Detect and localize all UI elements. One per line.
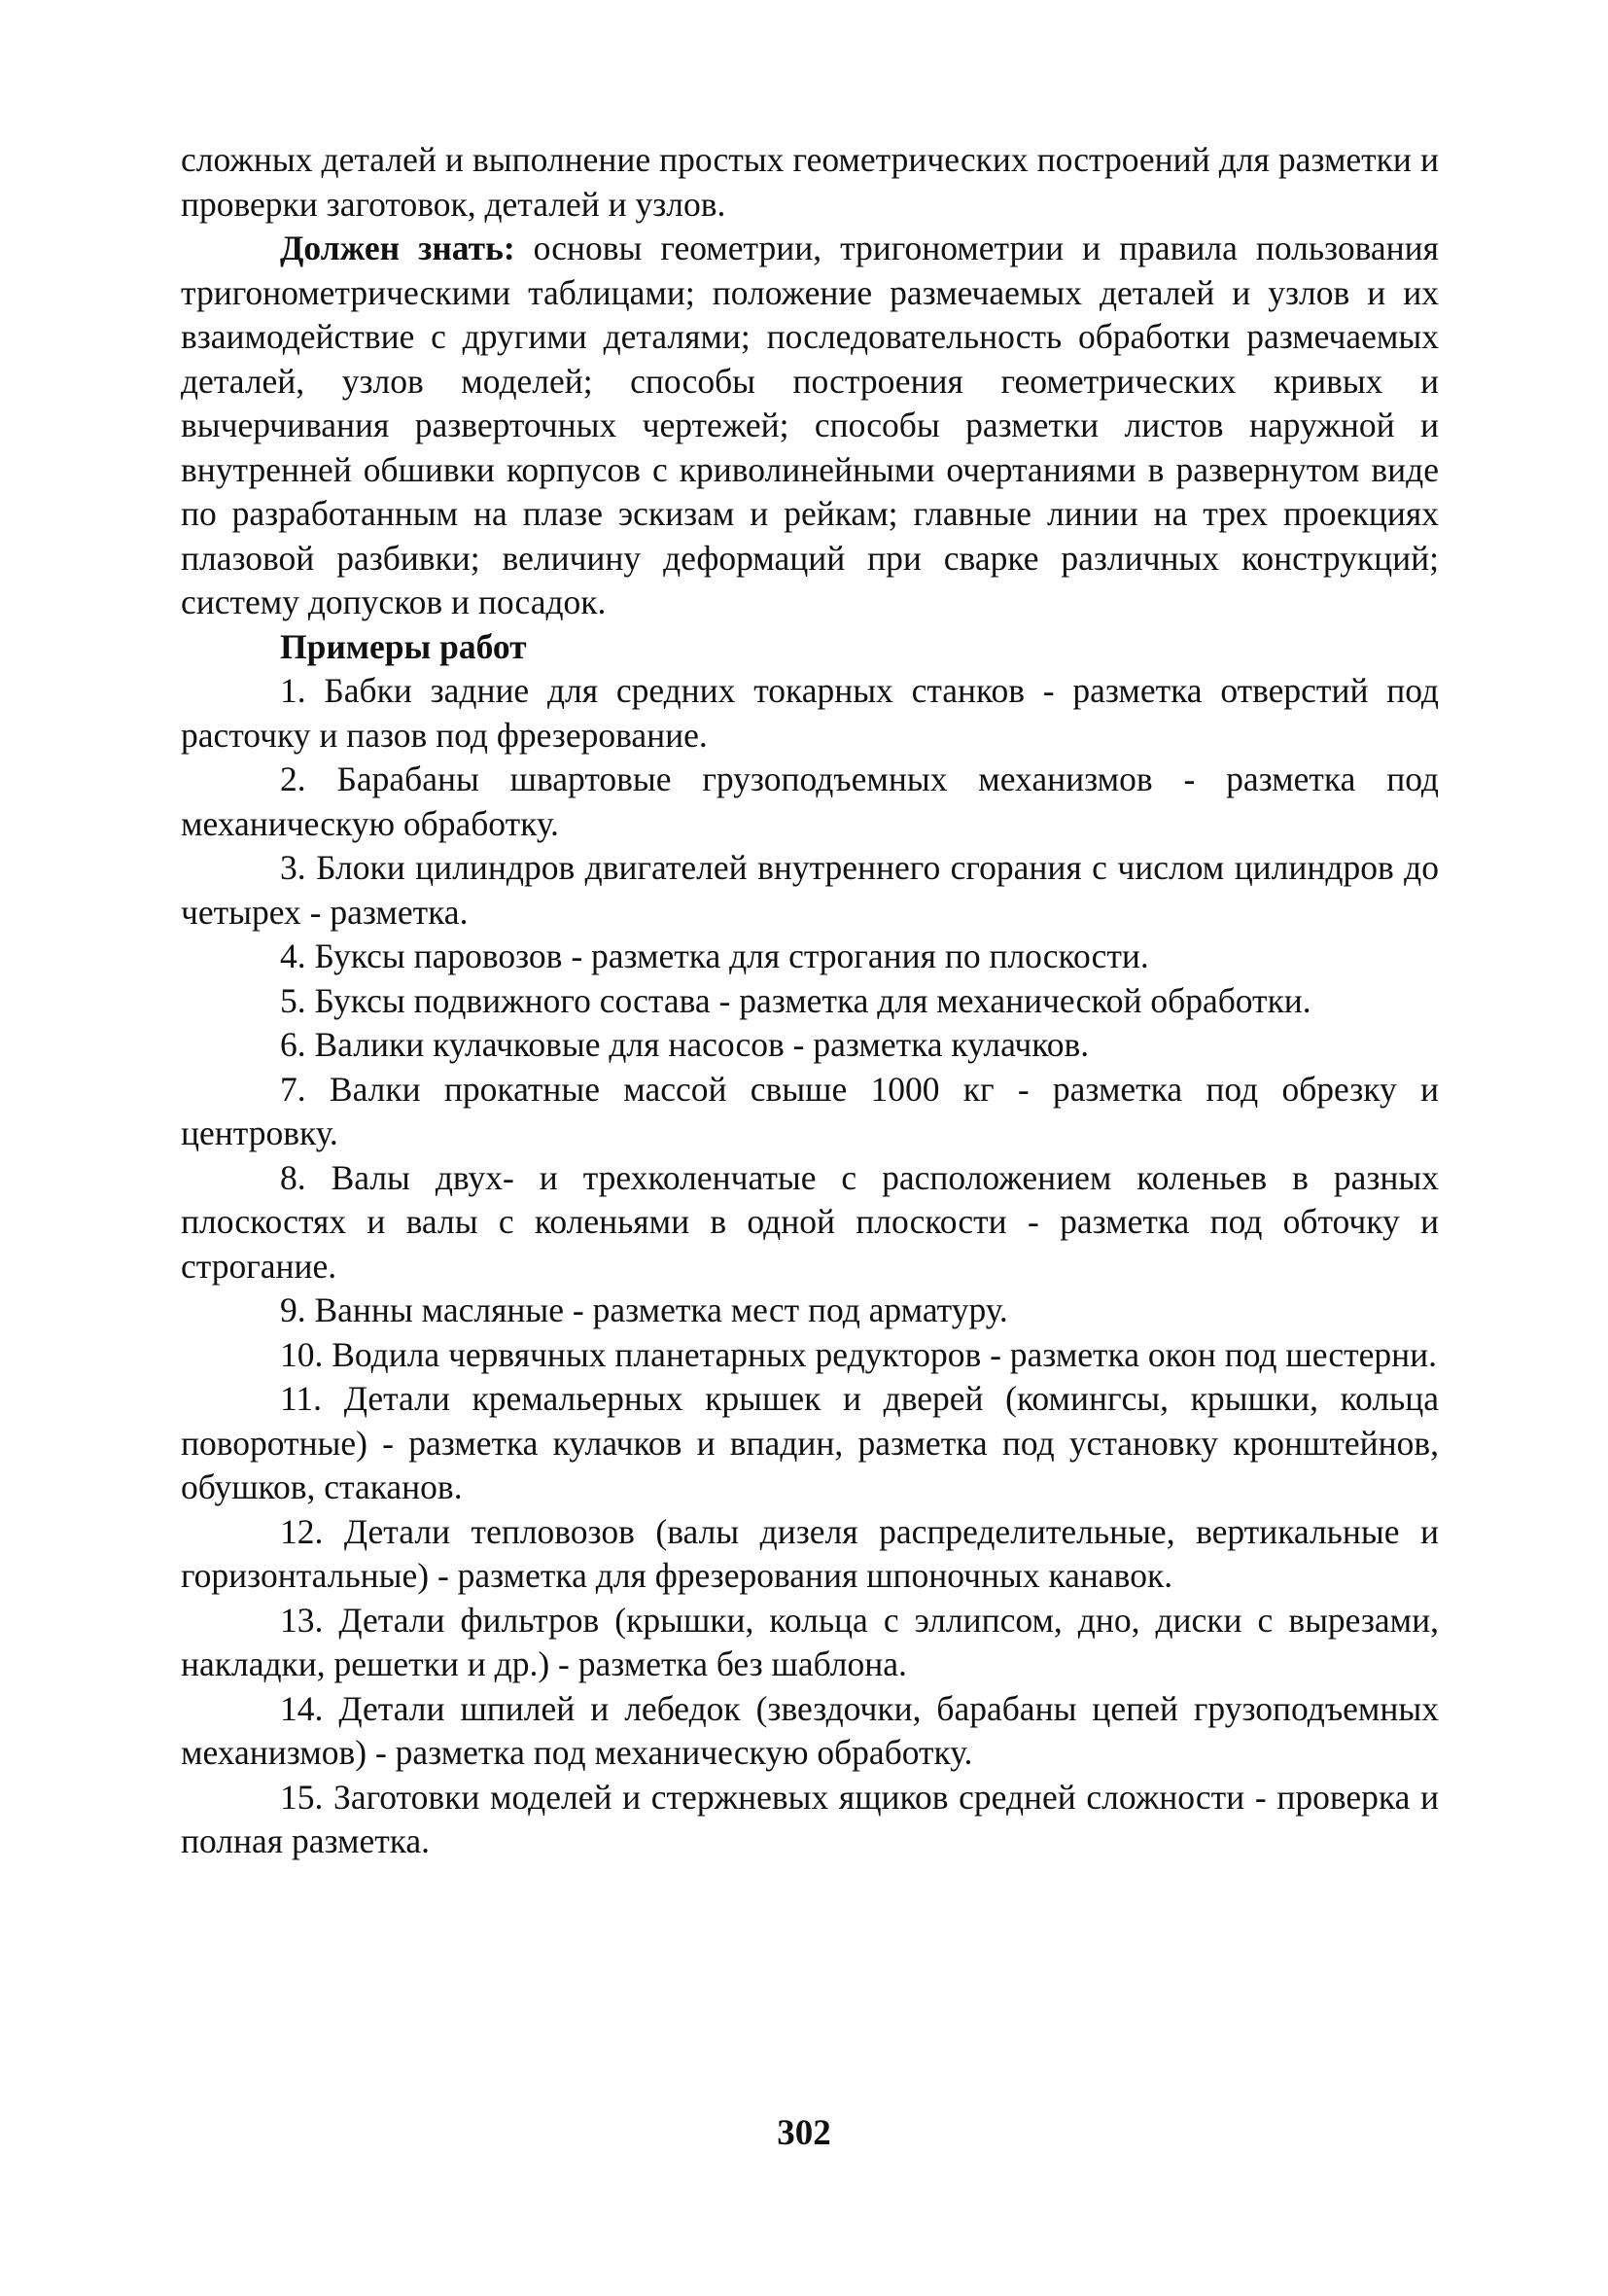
example-item: 6. Валики кулачковые для насосов - разметка кулачков. <box>280 1025 1090 1064</box>
example-item: 1. Бабки задние для средних токарных станков - разметка отверстий под расточку и пазов под фрезерование. <box>181 671 1439 755</box>
page-number: 302 <box>777 2113 831 2153</box>
examples-heading: Примеры работ <box>280 626 527 666</box>
example-item: 8. Валы двух- и трехколенчатые с расположением коленьев в разных плоскостях и валы с коленьями в одной плоскости - разметка под обточку и строгание. <box>181 1157 1439 1286</box>
example-item: 12. Детали тепловозов (валы дизеля распределительные, вертикальные и горизонтальные) - разметка для фрезерования шпоночных канавок. <box>181 1511 1439 1595</box>
example-item: 7. Валки прокатные массой свыше 1000 кг - разметка под обрезку и центровку. <box>181 1069 1439 1152</box>
example-item: 2. Барабаны швартовые грузоподъемных механизмов - разметка под механическую обработку. <box>181 759 1439 843</box>
example-item: 4. Буксы паровозов - разметка для строгания по плоскости. <box>280 936 1149 975</box>
example-item: 5. Буксы подвижного состава - разметка для механической обработки. <box>280 980 1311 1020</box>
document-page <box>181 138 1439 1864</box>
must-know-paragraph <box>181 227 1439 625</box>
example-item: 11. Детали кремальерных крышек и дверей (комингсы, крышки, кольца поворотные) - разметка кулачков и впадин, разметка под установку кронштейнов, обушков, стаканов. <box>181 1379 1439 1506</box>
example-item: 9. Ванны масляные - разметка мест под арматуру. <box>280 1290 1008 1329</box>
must-know-label: Должен знать: <box>280 229 515 267</box>
example-item: 10. Водила червячных планетарных редукторов - разметка окон под шестерни. <box>280 1334 1437 1374</box>
example-item: 3. Блоки цилиндров двигателей внутреннего сгорания с числом цилиндров до четырех - разметка. <box>181 848 1439 932</box>
intro-continuation-paragraph: сложных деталей и выполнение простых геометрических построений для разметки и проверки заготовок, деталей и узлов. <box>181 140 1439 224</box>
example-item: 15. Заготовки моделей и стержневых ящиков средней сложности - проверка и полная разметка. <box>181 1777 1439 1860</box>
examples-list <box>181 669 1439 1864</box>
example-item: 13. Детали фильтров (крышки, кольца с эллипсом, дно, диски с вырезами, накладки, решетки и др.) - разметка без шаблона. <box>181 1600 1439 1683</box>
example-item: 14. Детали шпилей и лебедок (звездочки, барабаны цепей грузоподъемных механизмов) - разметка под механическую обработку. <box>181 1688 1439 1772</box>
must-know-text: основы геометрии, тригонометрии и правила пользования тригонометрическими таблицами; положение размечаемых деталей и узлов и их взаимодействие с другими деталями; последовательность обработки размечаемых деталей, узлов моделей; способы построения геометрических кривых и вычерчивания разверточных чертежей; способы разметки листов наружной и внутренней обшивки корпусов с криволинейными очертаниями в развернутом виде по разработанным на плазе эскизам и рейкам; главные линии на трех проекциях плазовой разбивки; величину деформаций при сварке различных конструкций; систему допусков и посадок. <box>181 229 1439 621</box>
